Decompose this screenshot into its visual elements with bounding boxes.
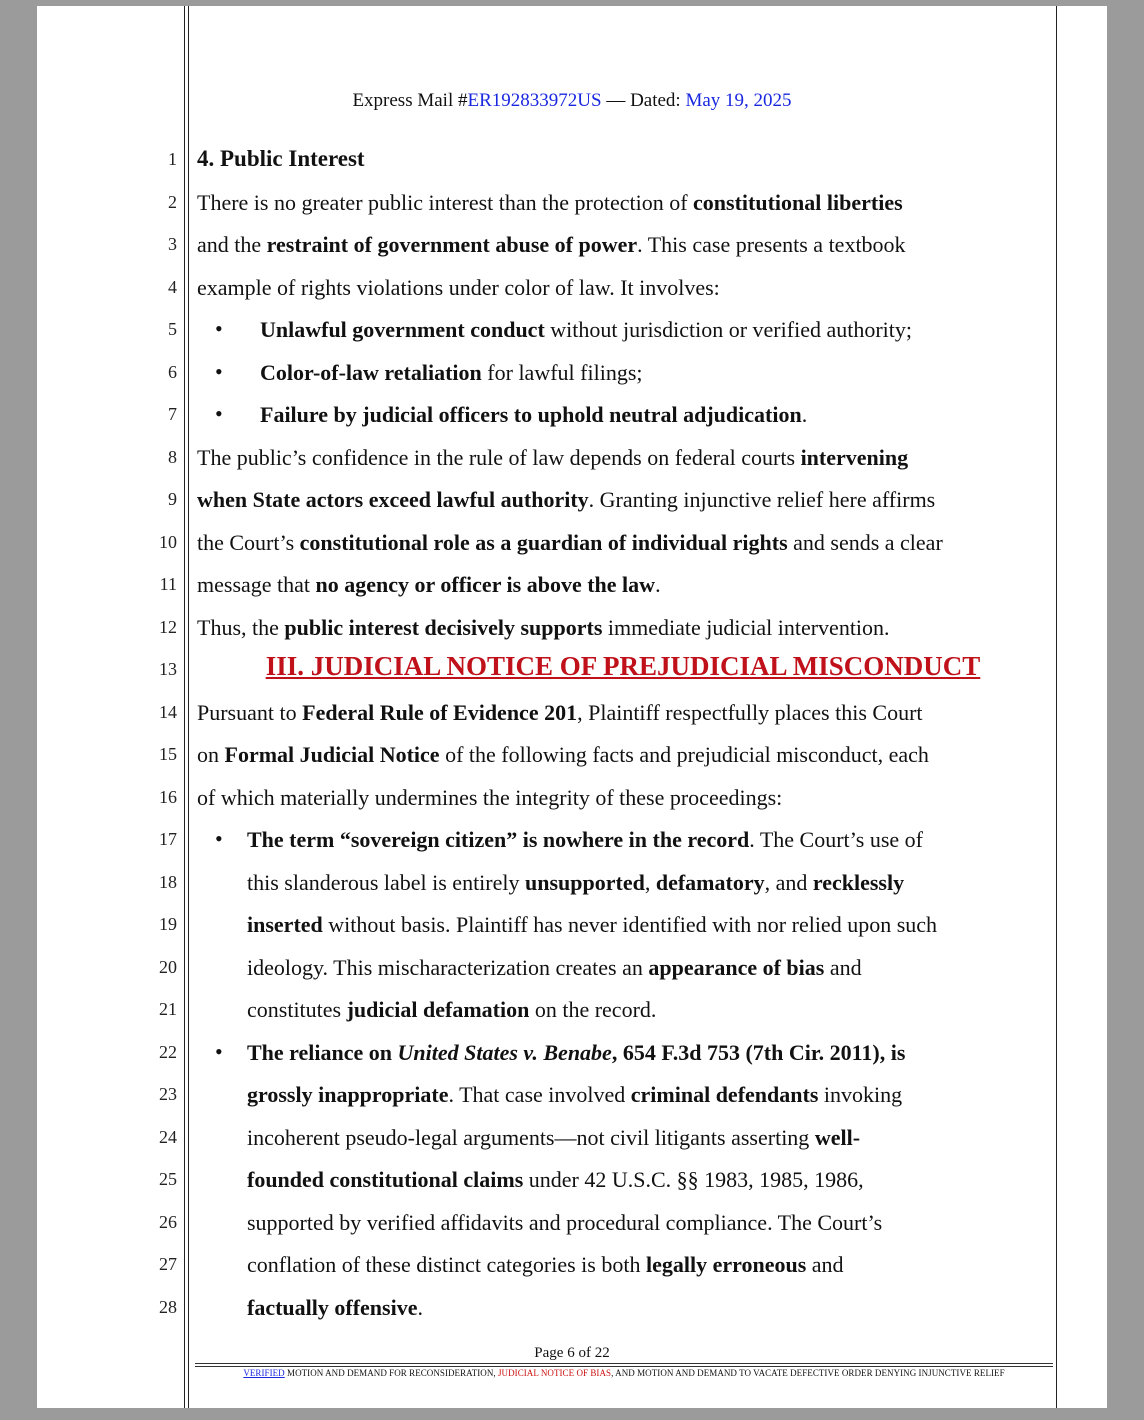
text-line: incoherent pseudo-legal arguments—not civil litigants asserting well- xyxy=(247,1125,861,1150)
line-number: 4 xyxy=(168,277,177,297)
line-number: 17 xyxy=(159,829,177,849)
text-line: Thus, the public interest decisively supports immediate judicial intervention. xyxy=(197,615,890,640)
line-number: 26 xyxy=(159,1212,177,1232)
bullet-item: Unlawful government conduct without jurisdiction or verified authority; xyxy=(260,317,912,342)
line-number: 18 xyxy=(159,872,177,892)
text-line: of which materially undermines the integrity of these proceedings: xyxy=(197,785,783,810)
footer-caption: VERIFIED MOTION AND DEMAND FOR RECONSIDERATION, JUDICIAL NOTICE OF BIAS, AND MOTION AND DEMAND TO VACATE DEFECTIVE ORDER DENYING INJUNCTIVE RELIEF xyxy=(243,1368,1005,1378)
text-line: and the restraint of government abuse of power. This case presents a textbook xyxy=(197,232,906,257)
right-margin-rule xyxy=(1056,6,1057,1408)
footer-divider xyxy=(195,1366,1053,1367)
page-number: Page 6 of 22 xyxy=(534,1345,610,1361)
text-line: grossly inappropriate. That case involved criminal defendants invoking xyxy=(247,1082,903,1107)
bullet: • xyxy=(215,1039,223,1064)
line-number: 3 xyxy=(168,234,177,254)
text-line: conflation of these distinct categories is both legally erroneous and xyxy=(247,1252,844,1277)
line-number: 25 xyxy=(159,1169,177,1189)
bullet: • xyxy=(215,401,223,426)
verified-link[interactable]: VERIFIED xyxy=(243,1368,285,1378)
bullet: • xyxy=(215,316,223,341)
line-number: 1 xyxy=(168,149,177,169)
header-prefix: Express Mail # xyxy=(352,90,468,111)
text-line: The term “sovereign citizen” is nowhere in the record. The Court’s use of xyxy=(247,827,923,852)
text-line: founded constitutional claims under 42 U.S.C. §§ 1983, 1985, 1986, xyxy=(247,1167,864,1192)
line-number: 2 xyxy=(168,192,177,212)
line-number: 20 xyxy=(159,957,177,977)
text-line: on Formal Judicial Notice of the following facts and prejudicial misconduct, each xyxy=(197,742,929,767)
line-number: 12 xyxy=(159,617,177,637)
line-number: 19 xyxy=(159,914,177,934)
dated-label: — Dated: xyxy=(601,90,686,111)
line-number: 13 xyxy=(159,659,177,679)
line-number: 14 xyxy=(159,702,177,722)
line-number: 27 xyxy=(159,1254,177,1274)
text-line: example of rights violations under color of law. It involves: xyxy=(197,275,720,300)
section-heading-public-interest: 4. Public Interest xyxy=(197,146,365,171)
bullet-item: Failure by judicial officers to uphold neutral adjudication. xyxy=(260,402,808,427)
text-line: ideology. This mischaracterization creates an appearance of bias and xyxy=(247,955,862,980)
text-line: message that no agency or officer is above the law. xyxy=(197,572,661,597)
text-line: The public’s confidence in the rule of law depends on federal courts intervening xyxy=(197,445,909,470)
text-line: the Court’s constitutional role as a guardian of individual rights and sends a clear xyxy=(197,530,943,555)
line-number: 28 xyxy=(159,1297,177,1317)
line-number: 5 xyxy=(168,319,177,339)
text-line: inserted without basis. Plaintiff has never identified with nor relied upon such xyxy=(247,912,938,937)
line-number: 21 xyxy=(159,999,177,1019)
section-heading-judicial-notice: III. JUDICIAL NOTICE OF PREJUDICIAL MISCONDUCT xyxy=(265,651,981,681)
page-header xyxy=(37,90,1107,112)
left-margin-rule xyxy=(184,6,185,1408)
line-number: 8 xyxy=(168,447,177,467)
tracking-number: ER192833972US xyxy=(467,90,602,111)
line-number: 6 xyxy=(168,362,177,382)
text-line: Pursuant to Federal Rule of Evidence 201, Plaintiff respectfully places this Court xyxy=(197,700,923,725)
text-line: this slanderous label is entirely unsupported, defamatory, and recklessly xyxy=(247,870,905,895)
left-margin-rule-inner xyxy=(188,6,189,1408)
footer-divider xyxy=(195,1363,1053,1364)
text-line: supported by verified affidavits and procedural compliance. The Court’s xyxy=(247,1210,883,1235)
line-number: 9 xyxy=(168,489,177,509)
bullet: • xyxy=(215,826,223,851)
line-number: 22 xyxy=(159,1042,177,1062)
bullet: • xyxy=(215,359,223,384)
text-line: The reliance on United States v. Benabe, 654 F.3d 753 (7th Cir. 2011), is xyxy=(247,1040,906,1065)
line-number: 15 xyxy=(159,744,177,764)
text-line: constitutes judicial defamation on the record. xyxy=(247,997,657,1022)
line-number: 10 xyxy=(159,532,177,552)
line-number: 24 xyxy=(159,1127,177,1147)
bullet-item: Color-of-law retaliation for lawful filings; xyxy=(260,360,643,385)
text-line: There is no greater public interest than the protection of constitutional liberties xyxy=(197,190,903,215)
line-number: 7 xyxy=(168,404,177,424)
text-line: factually offensive. xyxy=(247,1295,423,1320)
line-number: 23 xyxy=(159,1084,177,1104)
document-page xyxy=(37,6,1107,1408)
line-number: 16 xyxy=(159,787,177,807)
line-number: 11 xyxy=(159,574,177,594)
header-date: May 19, 2025 xyxy=(685,90,792,111)
text-line: when State actors exceed lawful authority. Granting injunctive relief here affirms xyxy=(197,487,936,512)
